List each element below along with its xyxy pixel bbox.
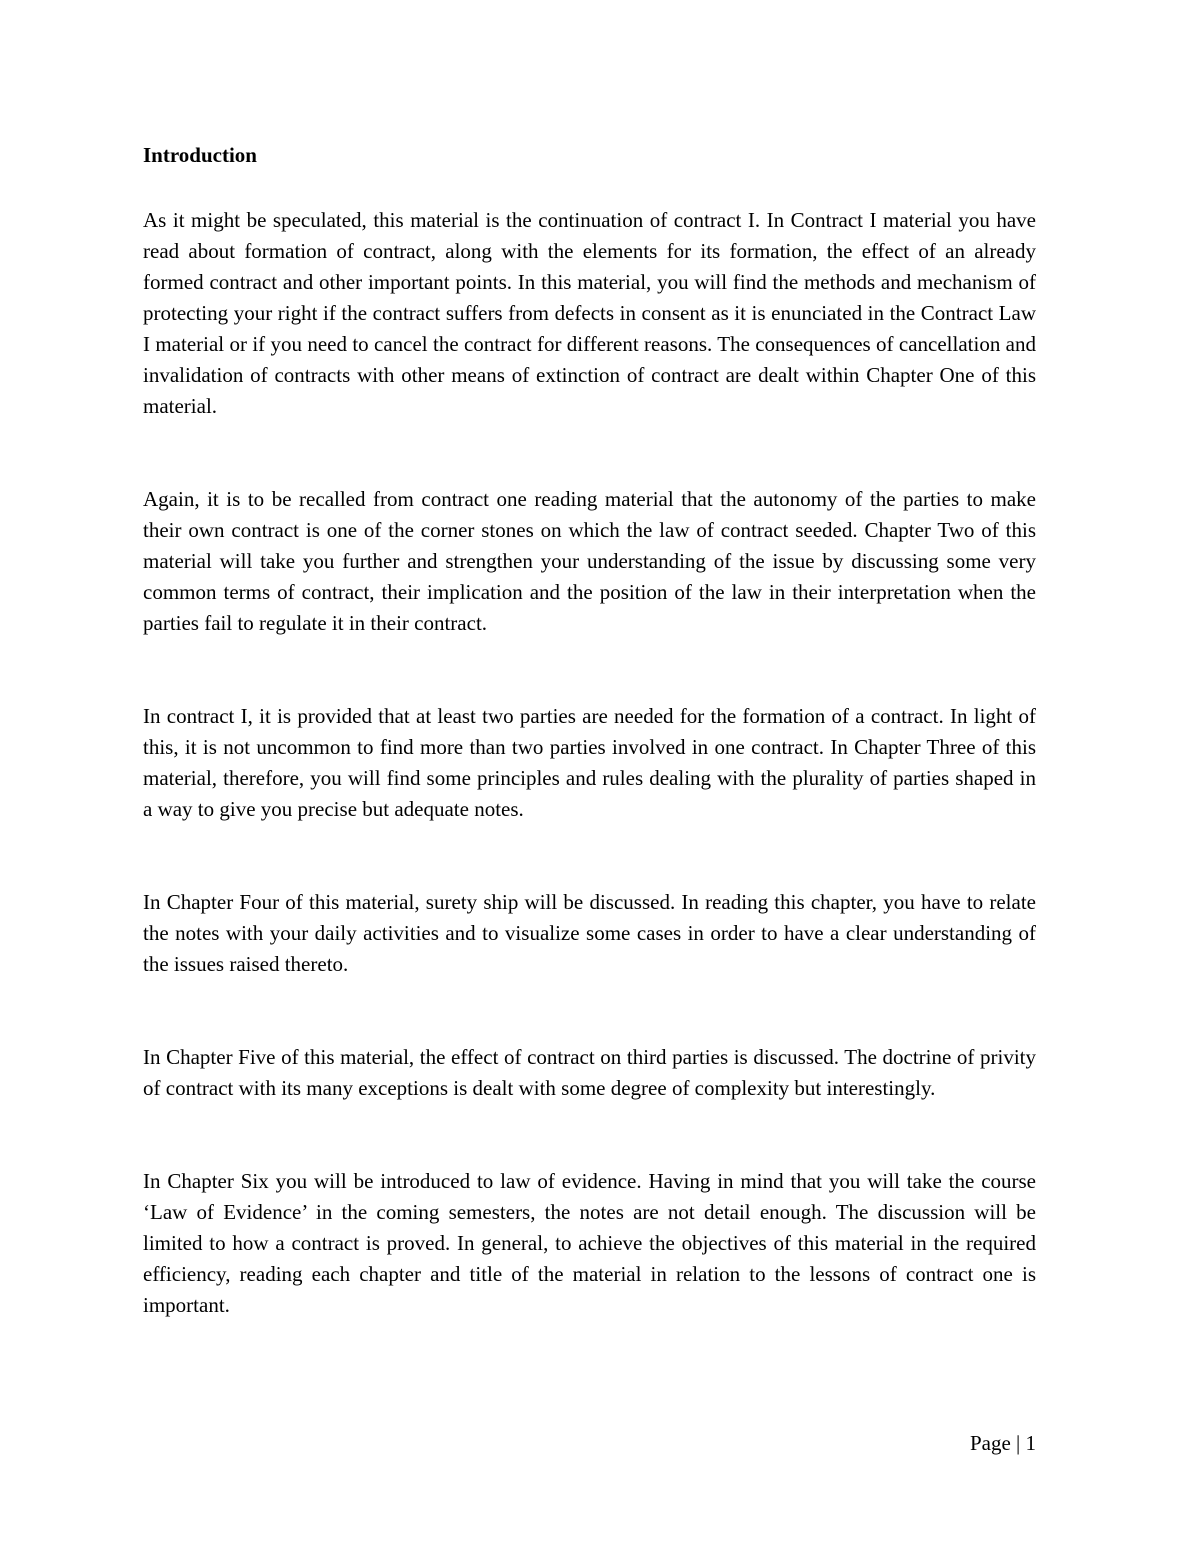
paragraph-gap xyxy=(143,980,1036,1042)
paragraph-4: In Chapter Four of this material, surety ship will be discussed. In reading this chapter, you have to relate the notes with your daily activities and to visualize some cases in order to have a clear understanding of the issues raised thereto. xyxy=(143,890,1036,976)
paragraph-gap xyxy=(143,422,1036,484)
page-number-footer: Page | 1 xyxy=(969,1431,1036,1455)
document-body xyxy=(143,140,1036,1321)
paragraph-2: Again, it is to be recalled from contract one reading material that the autonomy of the parties to make their own contract is one of the corner stones on which the law of contract seeded. Chapter Two of this material will take you further and strengthen your understanding of the issue by discussing some very common terms of contract, their implication and the position of the law in their interpretation when the parties fail to regulate it in their contract. xyxy=(143,487,1036,635)
paragraph-gap xyxy=(143,1104,1036,1166)
paragraph-5: In Chapter Five of this material, the effect of contract on third parties is discussed. The doctrine of privity of contract with its many exceptions is dealt with some degree of complexity but interestingly. xyxy=(143,1045,1036,1100)
paragraph-gap xyxy=(143,825,1036,887)
paragraph-3: In contract I, it is provided that at least two parties are needed for the formation of a contract. In light of this, it is not uncommon to find more than two parties involved in one contract. In Chapter Three of this material, therefore, you will find some principles and rules dealing with the plurality of parties shaped in a way to give you precise but adequate notes. xyxy=(143,704,1036,821)
paragraph-1: As it might be speculated, this material is the continuation of contract I. In Contract I material you have read about formation of contract, along with the elements for its formation, the effect of an already formed contract and other important points. In this material, you will find the methods and mechanism of protecting your right if the contract suffers from defects in consent as it is enunciated in the Contract Law I material or if you need to cancel the contract for different reasons. The consequences of cancellation and invalidation of contracts with other means of extinction of contract are dealt within Chapter One of this material. xyxy=(143,208,1036,418)
paragraph-6: In Chapter Six you will be introduced to law of evidence. Having in mind that you will take the course ‘Law of Evidence’ in the coming semesters, the notes are not detail enough. The discussion will be limited to how a contract is proved. In general, to achieve the objectives of this material in the required efficiency, reading each chapter and title of the material in relation to the lessons of contract one is important. xyxy=(143,1169,1036,1317)
paragraph-gap xyxy=(143,639,1036,701)
section-heading: Introduction xyxy=(143,143,257,167)
